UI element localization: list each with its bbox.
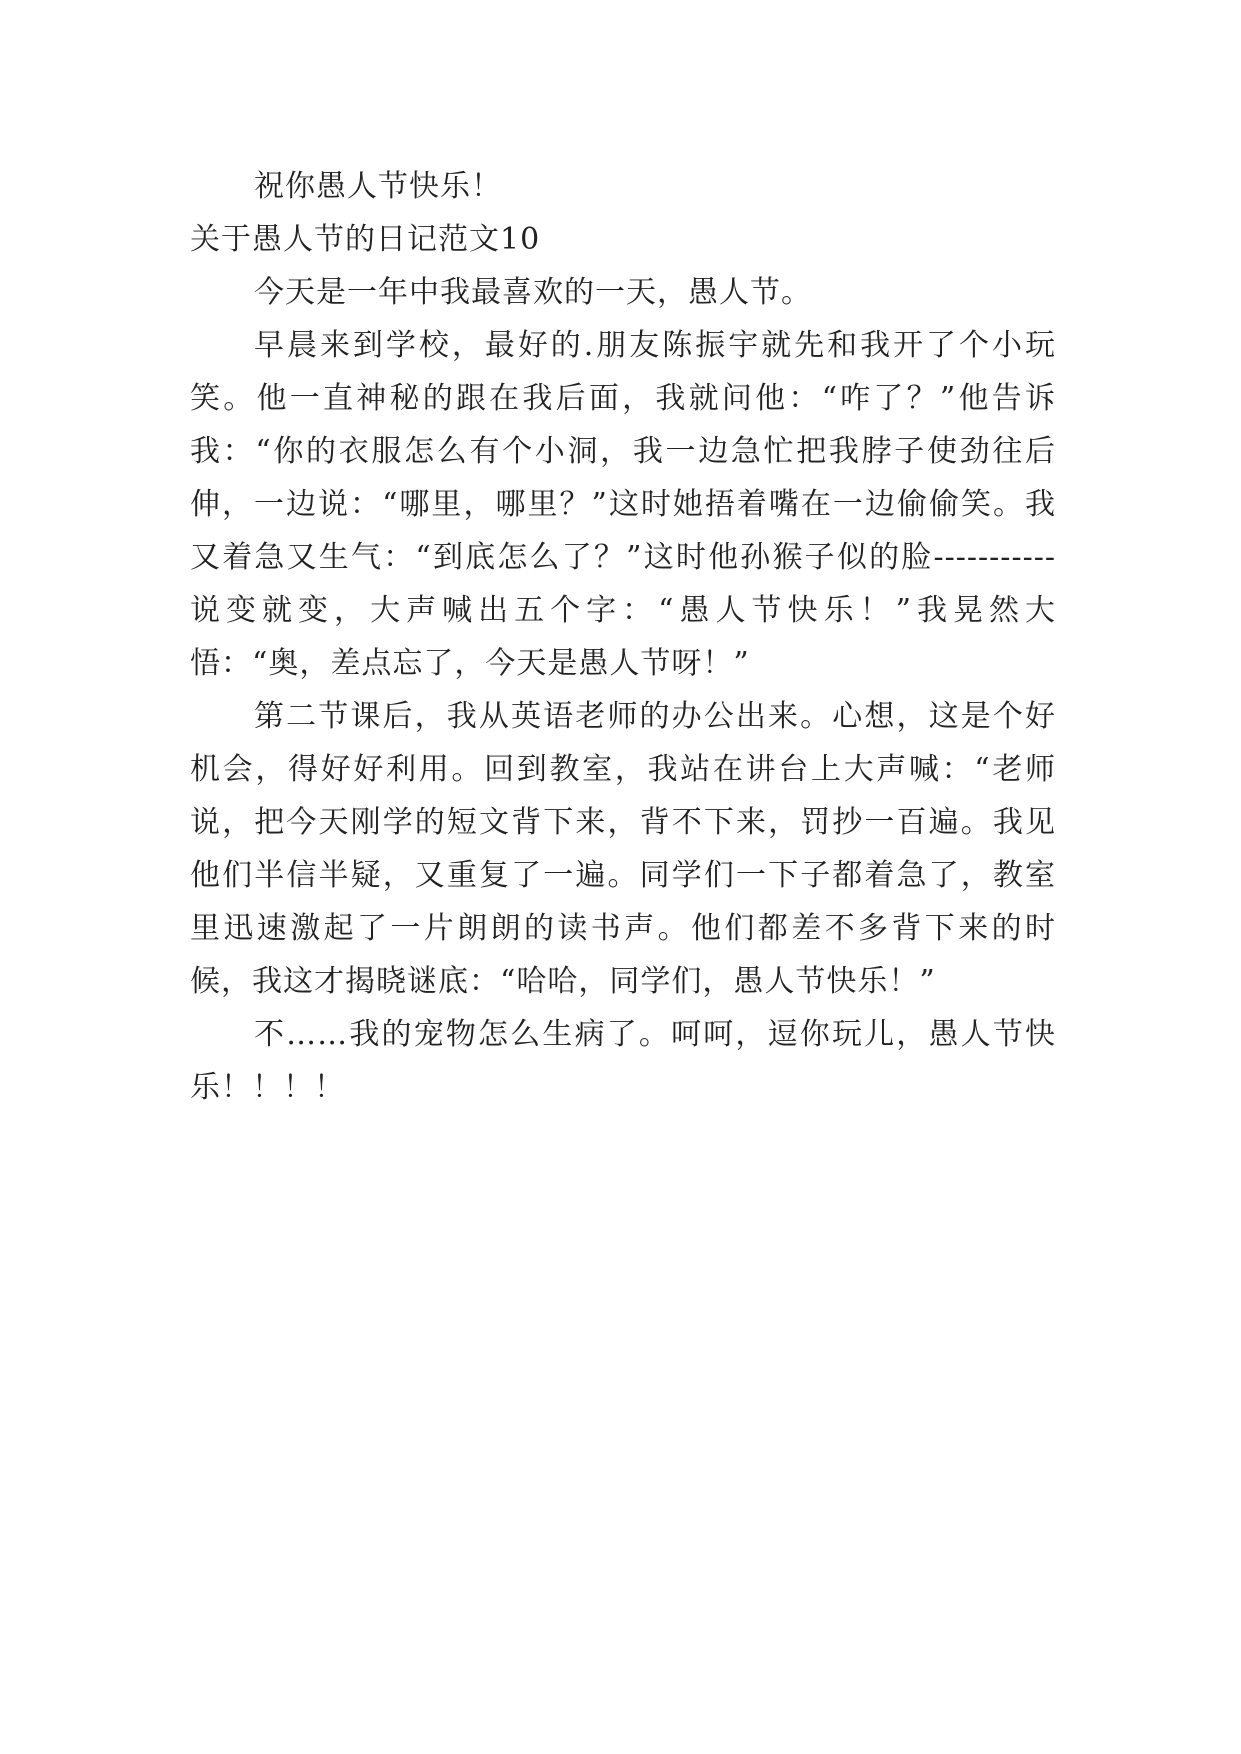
article-title: 关于愚人节的日记范文10 — [190, 222, 541, 257]
greeting-line: 祝你愚人节快乐！ — [254, 169, 502, 204]
paragraph-4: 不……我的宠物怎么生病了。呵呵，逗你玩儿，愚人节快乐！！！！ — [190, 1017, 1056, 1105]
paragraph-1: 今天是一年中我最喜欢的一天，愚人节。 — [254, 275, 812, 310]
paragraph-2: 早晨来到学校，最好的.朋友陈振宇就先和我开了个小玩笑。他一直神秘的跟在我后面，我就问他：“咋了？”他告诉我：“你的衣服怎么有个小洞，我一边急忙把我脖子使劲往后伸，一边说：“哪里，哪里？”这时她捂着嘴在一边偷偷笑。我又着急又生气：“到底怎么了？”这时他孙猴子似的脸-----------说变就变，大声喊出五个字：“愚人节快乐！”我晃然大悟：“奥，差点忘了，今天是愚人节呀！” — [190, 328, 1056, 681]
paragraph-3: 第二节课后，我从英语老师的办公出来。心想，这是个好机会，得好好利用。回到教室，我站在讲台上大声喊：“老师说，把今天刚学的短文背下来，背不下来，罚抄一百遍。我见他们半信半疑，又重复了一遍。同学们一下子都着急了，教室里迅速激起了一片朗朗的读书声。他们都差不多背下来的时候，我这才揭晓谜底：“哈哈，同学们，愚人节快乐！” — [190, 699, 1056, 999]
document-body — [190, 160, 1056, 1114]
